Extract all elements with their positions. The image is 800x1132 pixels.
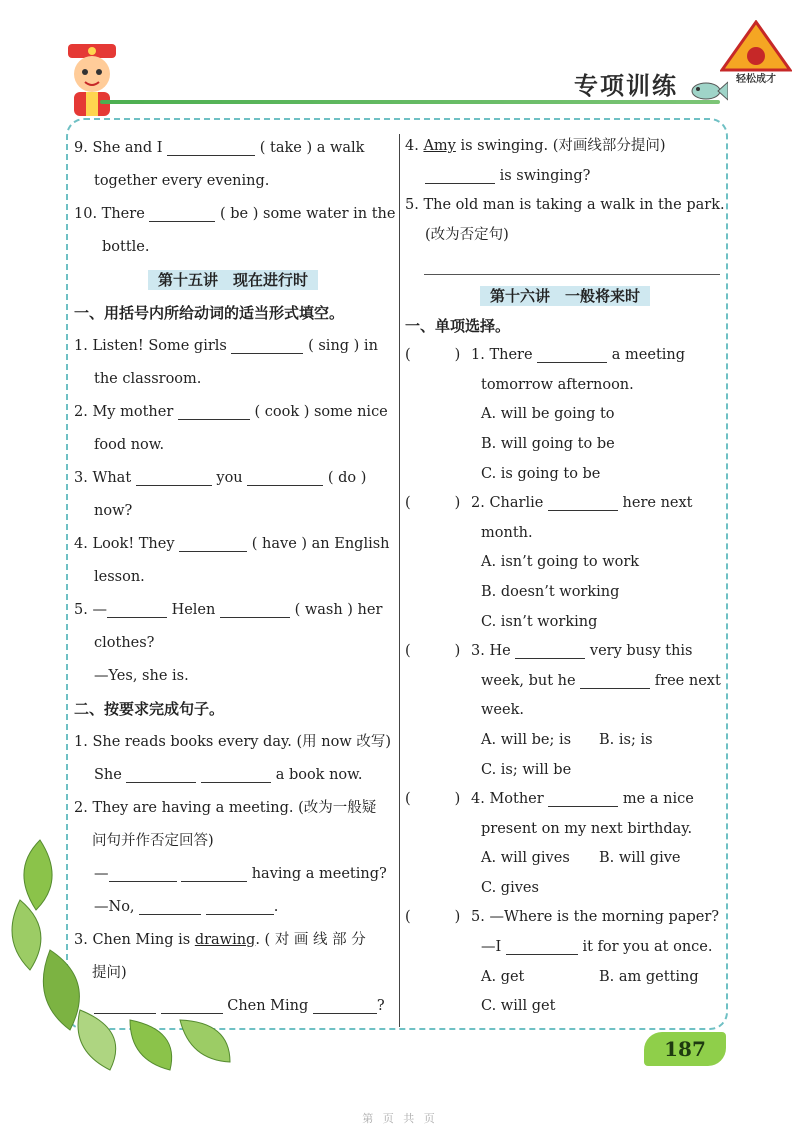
answer-blank[interactable] — [220, 600, 290, 618]
q4-answer: is swinging? — [405, 162, 725, 192]
header-rule — [100, 100, 720, 104]
q9-cont: together every evening. — [94, 173, 270, 189]
mc-q5-options-ab: A. get B. am getting — [481, 968, 699, 985]
answer-blank[interactable] — [247, 468, 323, 486]
p2-q3-cont: 提问) — [92, 965, 127, 981]
footer-text: 第 页 共 页 — [362, 1112, 438, 1125]
leaf-decoration — [0, 800, 300, 1100]
answer-blank[interactable] — [231, 336, 303, 354]
part1-title: 一、用括号内所给动词的适当形式填空。 — [74, 304, 345, 322]
p2-q1-answer: She a book now. — [94, 767, 363, 783]
answer-blank[interactable] — [126, 765, 196, 783]
answer-blank[interactable] — [425, 166, 495, 184]
section-rule — [424, 274, 720, 275]
mc-q3-cont: week, but he free next — [481, 672, 721, 689]
mc-q1: ( ) 1. There a meeting — [405, 341, 725, 371]
answer-blank[interactable] — [167, 138, 255, 156]
p2-q3: 3. Chen Ming is drawing. ( 对 画 线 部 分 — [74, 932, 366, 948]
mc-q4-options-ab: A. will gives B. will give — [481, 850, 681, 867]
mc-q1-option-b: B. will going to be — [481, 435, 615, 452]
mc-q4-option-c: C. gives — [481, 879, 539, 896]
answer-blank[interactable] — [548, 493, 618, 511]
mc-q3: ( ) 3. He very busy this — [405, 637, 725, 667]
mc-q2-cont: month. — [481, 524, 533, 541]
page-number: 187 — [644, 1032, 726, 1066]
answer-blank[interactable] — [149, 204, 215, 222]
q10-line: 10. There ( be ) some water in the — [74, 206, 396, 222]
answer-blank[interactable] — [107, 600, 167, 618]
answer-blank[interactable] — [178, 402, 250, 420]
p1-q4-cont: lesson. — [94, 569, 145, 585]
answer-paren[interactable]: ( ) — [405, 643, 461, 660]
q5-line: 5. The old man is taking a walk in the park. — [405, 197, 725, 214]
q5-cont: (改为否定句) — [425, 226, 509, 243]
mc-q1-option-a: A. will be going to — [481, 406, 615, 423]
answer-blank[interactable] — [537, 345, 607, 363]
p2-q1: 1. She reads books every day. (用 now 改写) — [74, 734, 391, 750]
p1-q2-cont: food now. — [94, 437, 165, 453]
mc-q4: ( ) 4. Mother me a nice — [405, 785, 725, 815]
mc-q2-option-a: A. isn’t going to work — [481, 554, 640, 571]
mc-q3-options-ab: A. will be; is B. is; is — [481, 731, 653, 748]
mc-q3-cont2: week. — [481, 702, 524, 719]
mc-q5: ( ) 5. —Where is the morning paper? — [405, 903, 725, 933]
mc-q5-option-c: C. will get — [481, 998, 556, 1015]
mascot-illustration — [52, 40, 132, 120]
header-title: 专项训练 — [574, 72, 678, 100]
mc-q2: ( ) 2. Charlie here next — [405, 489, 725, 519]
answer-blank[interactable] — [313, 996, 377, 1014]
mc-q4-cont: present on my next birthday. — [481, 820, 693, 837]
answer-blank[interactable] — [179, 534, 247, 552]
q4-line: 4. Amy is swinging. (对画线部分提问) — [405, 138, 666, 154]
p1-q2: 2. My mother ( cook ) some nice — [74, 404, 388, 420]
p1-q3: 3. What you ( do ) — [74, 470, 367, 486]
mc-q5-cont: —I it for you at once. — [481, 939, 713, 956]
p1-q5: 5. — Helen ( wash ) her — [74, 602, 383, 618]
p1-q4: 4. Look! They ( have ) an English — [74, 536, 390, 552]
answer-paren[interactable]: ( ) — [405, 495, 461, 512]
answer-paren[interactable]: ( ) — [405, 791, 461, 808]
answer-blank[interactable] — [506, 937, 578, 955]
p2-q2-answer1: — having a meeting? — [94, 866, 387, 882]
brand-logo-text: 轻松成才 — [736, 74, 776, 85]
answer-blank[interactable] — [136, 468, 212, 486]
answer-blank[interactable] — [580, 671, 650, 689]
answer-blank[interactable] — [201, 765, 271, 783]
mc-q3-option-c: C. is; will be — [481, 761, 572, 778]
answer-blank[interactable] — [515, 641, 585, 659]
column-divider — [399, 134, 400, 1027]
p1-q3-cont: now? — [94, 503, 133, 519]
p2-q3-answer: Chen Ming ? — [74, 990, 392, 1023]
mc-q2-option-b: B. doesn’t working — [481, 583, 620, 600]
p1-q1-cont: the classroom. — [94, 371, 202, 387]
q9-line: 9. She and I ( take ) a walk — [74, 140, 365, 156]
p1-q5-cont: clothes? — [94, 635, 155, 651]
answer-paren[interactable]: ( ) — [405, 909, 461, 926]
p2-q2: 2. They are having a meeting. (改为一般疑 — [74, 800, 377, 816]
answer-blank[interactable] — [548, 789, 618, 807]
p2-q2-cont: 问句并作否定回答) — [92, 833, 214, 849]
lecture-16-title: 第十六讲 一般将来时 — [405, 282, 725, 312]
right-column — [405, 132, 725, 250]
p2-q2-answer2: —No, . — [94, 899, 279, 915]
lecture-15-title: 第十五讲 现在进行时 — [74, 264, 392, 297]
p1-q5-answer: —Yes, she is. — [94, 668, 189, 684]
right-mc-column — [405, 282, 725, 1022]
mc-q1-option-c: C. is going to be — [481, 465, 601, 482]
mc-q2-option-c: C. isn’t working — [481, 613, 598, 630]
mc-title: 一、单项选择。 — [405, 316, 511, 335]
part2-title: 二、按要求完成句子。 — [74, 700, 225, 718]
p1-q1: 1. Listen! Some girls ( sing ) in — [74, 338, 378, 354]
q10-cont: bottle. — [102, 239, 150, 255]
answer-paren[interactable]: ( ) — [405, 347, 461, 364]
mc-q1-cont: tomorrow afternoon. — [481, 376, 634, 393]
